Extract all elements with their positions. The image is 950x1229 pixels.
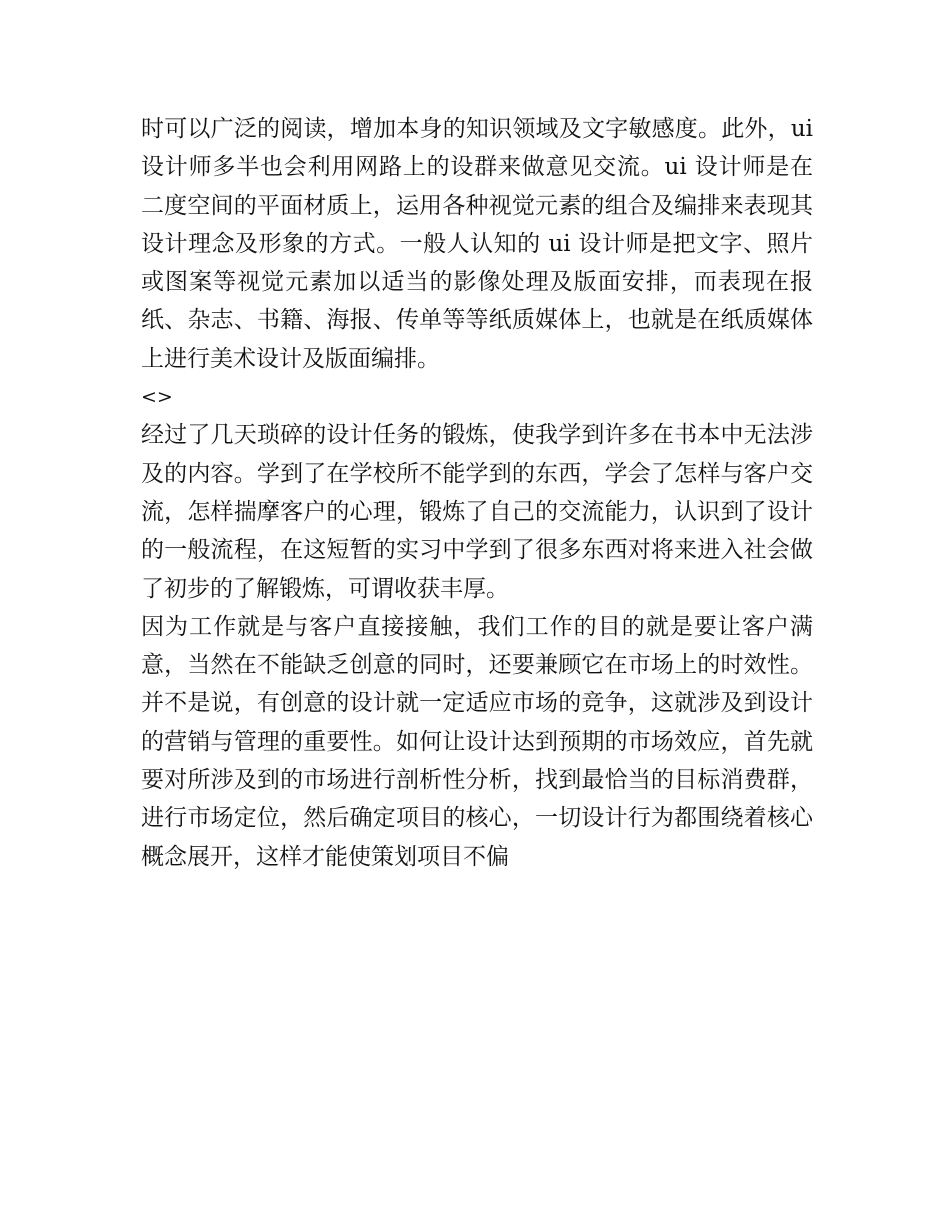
paragraph-ui-designer-intro: 时可以广泛的阅读，增加本身的知识领域及文字敏感度。此外，ui 设计师多半也会利用网路上的设群来做意见交流。ui 设计师是在二度空间的平面材质上，运用各种视觉元素的组合及编排来表现其设计理念及形象的方式。一般人认知的 ui 设计师是把文字、照片或图案等视觉元素加以适当的影像处理及版面安排，而表现在报纸、杂志、书籍、海报、传单等等纸质媒体上，也就是在纸质媒体上进行美术设计及版面编排。 bbox=[141, 116, 813, 372]
document-body bbox=[141, 110, 813, 876]
paragraph-client-market: 因为工作就是与客户直接接触，我们工作的目的就是要让客户满意，当然在不能缺乏创意的同时，还要兼顾它在市场上的时效性。并不是说，有创意的设计就一定适应市场的竞争，这就涉及到设计的营销与管理的重要性。如何让设计达到预期的市场效应，首先就要对所涉及到的市场进行剖析性分析，找到最恰当的目标消费群，进行市场定位，然后确定项目的核心，一切设计行为都围绕着核心概念展开，这样才能使策划项目不偏 bbox=[141, 613, 813, 870]
paragraph-internship-gains: 经过了几天琐碎的设计任务的锻炼，使我学到许多在书本中无法涉及的内容。学到了在学校所不能学到的东西，学会了怎样与客户交流，怎样揣摩客户的心理，锻炼了自己的交流能力，认识到了设计的一般流程，在这短暂的实习中学到了很多东西对将来进入社会做了初步的了解锻炼，可谓收获丰厚。 bbox=[141, 422, 813, 602]
section-marker: <> bbox=[141, 386, 173, 409]
